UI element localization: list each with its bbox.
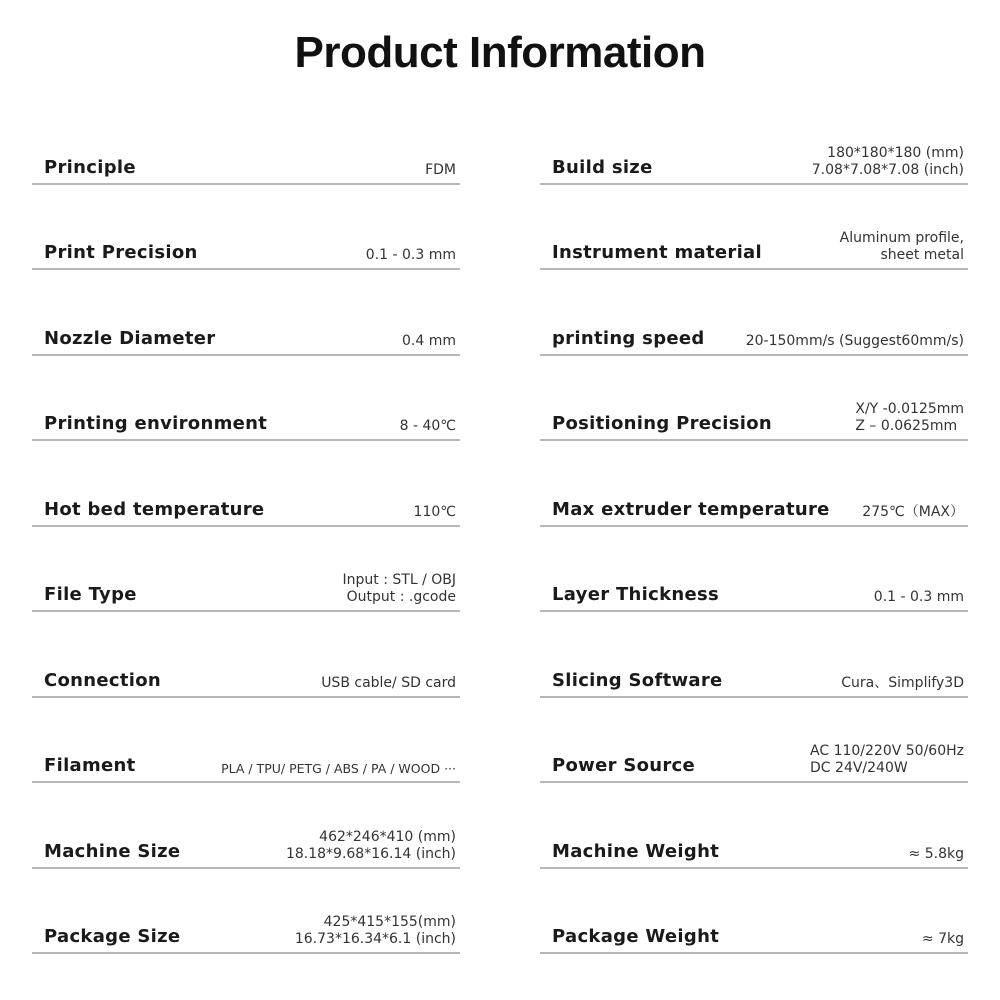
spec-label: Nozzle Diameter bbox=[44, 327, 216, 349]
spec-value-line: 110℃ bbox=[413, 503, 456, 520]
row-divider bbox=[32, 867, 460, 869]
page-title: Product Information bbox=[294, 28, 706, 77]
spec-label: Power Source bbox=[552, 755, 696, 776]
spec-value-line: X/Y -0.0125mm bbox=[855, 401, 964, 417]
spec-column-right bbox=[540, 110, 968, 965]
spec-value-line: 0.4 mm bbox=[402, 332, 456, 349]
spec-value bbox=[874, 589, 964, 606]
spec-value bbox=[402, 333, 456, 350]
row-divider bbox=[32, 354, 460, 356]
spec-row-hot-bed-temperature bbox=[32, 452, 460, 538]
spec-label: printing speed bbox=[552, 327, 705, 349]
spec-row-build-size bbox=[540, 110, 968, 196]
spec-value-line: 8 - 40℃ bbox=[399, 418, 456, 434]
spec-label: Max extruder temperature bbox=[552, 498, 830, 520]
row-divider bbox=[32, 439, 460, 441]
row-divider bbox=[32, 525, 460, 527]
spec-value bbox=[425, 162, 456, 179]
spec-value-line: 462*246*410 (mm) bbox=[319, 828, 456, 845]
spec-row-slicing-software bbox=[540, 623, 968, 709]
row-divider bbox=[540, 439, 968, 441]
spec-value bbox=[286, 829, 456, 863]
spec-value-line: 0.1 - 0.3 mm bbox=[873, 589, 964, 605]
spec-label: Layer Thickness bbox=[552, 584, 720, 605]
spec-value-line: 425*415*155(mm) bbox=[323, 914, 456, 930]
spec-row-nozzle-diameter bbox=[32, 281, 460, 367]
spec-value bbox=[810, 743, 964, 777]
spec-row-print-precision bbox=[32, 196, 460, 282]
row-divider bbox=[32, 696, 460, 698]
spec-label: Filament bbox=[44, 755, 136, 776]
spec-label: Build size bbox=[552, 156, 653, 178]
spec-value bbox=[400, 418, 456, 435]
row-divider bbox=[32, 781, 460, 783]
spec-value-line: 20-150mm/s (Suggest60mm/s) bbox=[745, 332, 964, 349]
spec-value bbox=[840, 230, 964, 264]
row-divider bbox=[540, 696, 968, 698]
spec-row-package-weight bbox=[540, 880, 968, 966]
row-divider bbox=[540, 183, 968, 185]
spec-value bbox=[221, 760, 456, 777]
spec-label: Connection bbox=[44, 669, 162, 691]
spec-value-line: Input : STL / OBJ bbox=[342, 572, 456, 588]
spec-label: Print Precision bbox=[44, 242, 198, 263]
spec-value-line: DC 24V/240W bbox=[810, 760, 908, 776]
spec-value-line: 18.18*9.68*16.14 (inch) bbox=[285, 845, 456, 862]
spec-value bbox=[841, 675, 964, 692]
spec-row-package-size bbox=[32, 880, 460, 966]
spec-value bbox=[343, 572, 456, 606]
spec-value bbox=[414, 504, 456, 521]
row-divider bbox=[540, 354, 968, 356]
spec-label: Printing environment bbox=[44, 413, 268, 434]
spec-row-connection bbox=[32, 623, 460, 709]
spec-value-line: Aluminum profile, bbox=[839, 230, 964, 246]
spec-label: Package Size bbox=[44, 926, 181, 947]
spec-value-line: sheet metal bbox=[880, 247, 964, 263]
spec-value-line: Z – 0.0625mm bbox=[855, 418, 958, 434]
spec-row-power-source bbox=[540, 709, 968, 795]
spec-value-line: ≈ 5.8kg bbox=[908, 845, 964, 862]
spec-value-line: USB cable/ SD card bbox=[321, 674, 456, 691]
spec-row-machine-weight bbox=[540, 794, 968, 880]
spec-value bbox=[321, 675, 456, 692]
spec-row-layer-thickness bbox=[540, 538, 968, 624]
row-divider bbox=[540, 610, 968, 612]
spec-value-line: 180*180*180 (mm) bbox=[827, 144, 964, 161]
spec-label: Hot bed temperature bbox=[44, 498, 265, 520]
spec-label: Slicing Software bbox=[552, 669, 723, 691]
spec-value bbox=[295, 914, 456, 948]
row-divider bbox=[540, 867, 968, 869]
spec-row-instrument-material bbox=[540, 196, 968, 282]
spec-row-machine-size bbox=[32, 794, 460, 880]
spec-row-file-type bbox=[32, 538, 460, 624]
spec-label: Machine Weight bbox=[552, 840, 720, 862]
spec-label: Positioning Precision bbox=[552, 413, 773, 434]
spec-row-principle bbox=[32, 110, 460, 196]
spec-value bbox=[366, 247, 456, 264]
spec-value-line: 7.08*7.08*7.08 (inch) bbox=[811, 161, 964, 178]
spec-label: File Type bbox=[44, 584, 137, 605]
spec-value-line: FDM bbox=[425, 161, 456, 178]
spec-row-filament bbox=[32, 709, 460, 795]
spec-value bbox=[855, 401, 964, 435]
spec-value-line: 16.73*16.34*6.1 (inch) bbox=[294, 931, 456, 947]
spec-row-printing-speed bbox=[540, 281, 968, 367]
spec-value bbox=[746, 333, 964, 350]
spec-label: Instrument material bbox=[552, 242, 762, 263]
spec-value-line: 275℃（MAX） bbox=[862, 503, 964, 520]
spec-label: Machine Size bbox=[44, 840, 181, 862]
row-divider bbox=[540, 781, 968, 783]
row-divider bbox=[540, 268, 968, 270]
row-divider bbox=[32, 952, 460, 954]
spec-value bbox=[812, 145, 964, 179]
spec-value-line: ≈ 7kg bbox=[921, 931, 964, 947]
spec-value bbox=[922, 931, 964, 948]
spec-value bbox=[862, 504, 964, 521]
row-divider bbox=[32, 610, 460, 612]
row-divider bbox=[32, 183, 460, 185]
spec-value-line: PLA / TPU/ PETG / ABS / PA / WOOD ··· bbox=[221, 761, 456, 776]
spec-value-line: 0.1 - 0.3 mm bbox=[365, 247, 456, 263]
spec-column-left bbox=[32, 110, 460, 965]
row-divider bbox=[540, 525, 968, 527]
spec-row-positioning-precision bbox=[540, 367, 968, 453]
spec-value-line: Output : .gcode bbox=[346, 589, 456, 605]
row-divider bbox=[32, 268, 460, 270]
spec-value-line: AC 110/220V 50/60Hz bbox=[810, 743, 964, 759]
spec-row-max-extruder-temperature bbox=[540, 452, 968, 538]
spec-value bbox=[909, 846, 964, 863]
spec-row-printing-environment bbox=[32, 367, 460, 453]
spec-value-line: Cura、Simplify3D bbox=[841, 674, 964, 691]
spec-label: Principle bbox=[44, 156, 136, 178]
spec-label: Package Weight bbox=[552, 926, 720, 947]
row-divider bbox=[540, 952, 968, 954]
